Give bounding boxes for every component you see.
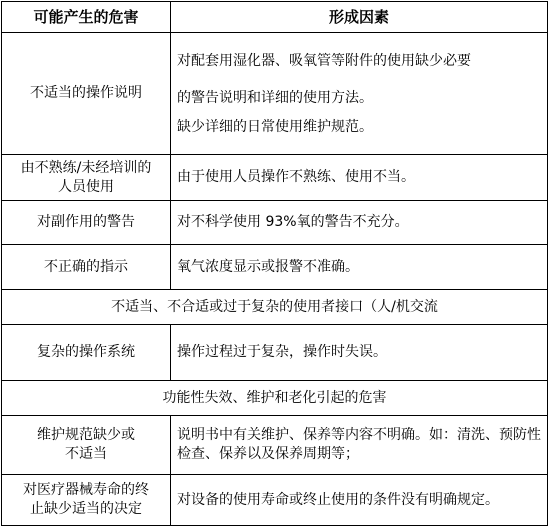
hazard-cell: 对副作用的警告 <box>2 201 171 245</box>
hazard-line: 止缺少适当的决定 <box>30 501 142 517</box>
cause-line: 的警告说明和详细的使用方法。 <box>177 90 373 107</box>
table-row <box>2 201 548 245</box>
hazard-line: 由不熟练/未经培训的 <box>20 159 152 176</box>
cause-cell: 操作过程过于复杂，操作时失误。 <box>171 325 548 381</box>
table-row <box>2 245 548 290</box>
header-hazard: 可能产生的危害 <box>2 2 171 33</box>
table-row <box>2 33 548 155</box>
hazard-line: 维护规范缺少或 <box>37 427 135 444</box>
hazard-cell: 不正确的指示 <box>2 245 171 290</box>
hazard-cell <box>2 475 171 526</box>
hazard-table <box>1 1 548 526</box>
section-row <box>2 290 548 325</box>
cause-cell: 由于使用人员操作不熟练、使用不当。 <box>171 155 548 201</box>
cause-cell: 对设备的使用寿命或终止使用的条件没有明确规定。 <box>171 475 548 526</box>
hazard-line: 对医疗器械寿命的终 <box>23 482 149 499</box>
table-row <box>2 155 548 201</box>
cause-line: 对配套用湿化器、吸氧管等附件的使用缺少必要 <box>177 53 471 70</box>
hazard-cell <box>2 155 171 201</box>
cause-cell: 氧气浓度显示或报警不准确。 <box>171 245 548 290</box>
cause-line: 缺少详细的日常使用维护规范。 <box>177 118 373 135</box>
header-cause: 形成因素 <box>171 2 548 33</box>
cause-cell <box>171 33 548 155</box>
hazard-cell: 不适当的操作说明 <box>2 33 171 155</box>
table-row <box>2 325 548 381</box>
hazard-line: 不适当 <box>65 446 107 462</box>
hazard-cell <box>2 416 171 475</box>
cause-cell: 说明书中有关维护、保养等内容不明确。如：清洗、预防性检查、保养以及保养周期等； <box>171 416 548 475</box>
table-row <box>2 416 548 475</box>
hazard-cell: 复杂的操作系统 <box>2 325 171 381</box>
hazard-line: 人员使用 <box>58 178 114 195</box>
section-heading: 不适当、不合适或过于复杂的使用者接口（人/机交流 <box>2 290 548 325</box>
section-heading: 功能性失效、维护和老化引起的危害 <box>2 381 548 416</box>
section-row <box>2 381 548 416</box>
table-row <box>2 475 548 526</box>
cause-cell: 对不科学使用 93%氧的警告不充分。 <box>171 201 548 245</box>
table-header-row <box>2 2 548 33</box>
